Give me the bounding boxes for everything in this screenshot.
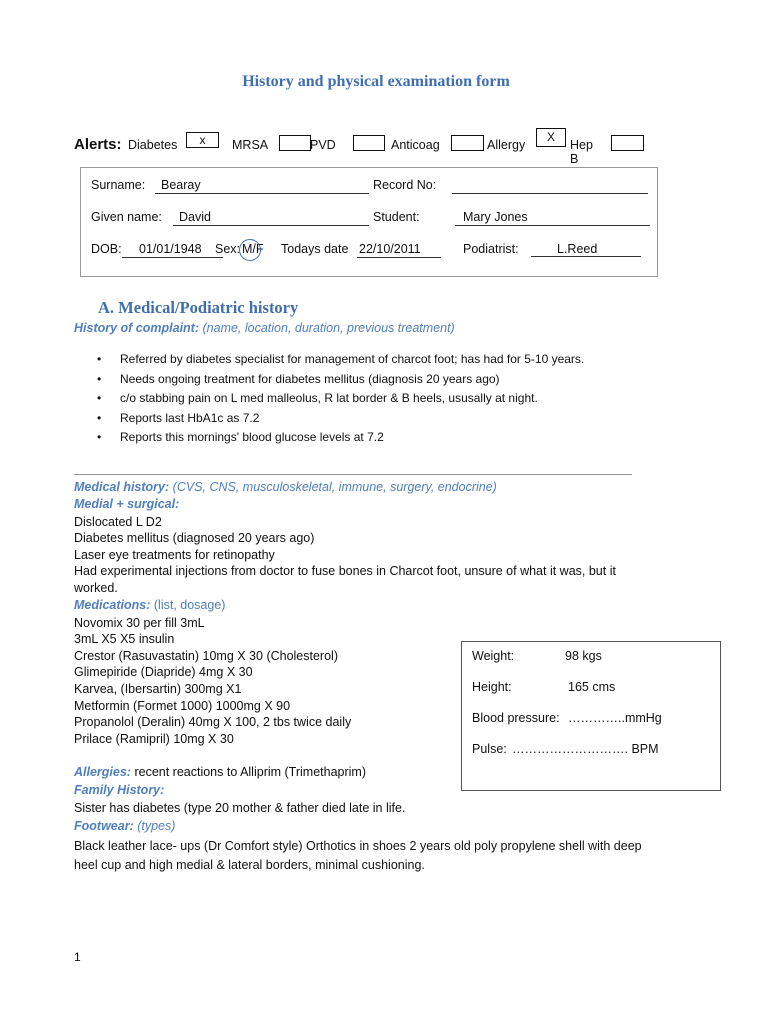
podiatrist-field[interactable]: L.Reed (531, 242, 641, 257)
medical-history-heading (74, 480, 616, 497)
alert-mrsa-checkbox[interactable] (279, 135, 311, 151)
surname-field[interactable]: Bearay (155, 178, 369, 194)
footwear-label: Footwear: (74, 819, 134, 833)
sex-selection-circle (239, 239, 261, 261)
height-value[interactable]: 165 cms (568, 680, 616, 694)
footwear-line: heel cup and high medial & lateral borders, minimal cushioning. (74, 858, 425, 872)
medication-line: Crestor (Rasuvastatin) 10mg X 30 (Cholesterol) (74, 648, 338, 663)
todays-date-label: Todays date (281, 242, 349, 256)
given-name-field[interactable]: David (173, 210, 369, 226)
given-name-label: Given name: (91, 210, 162, 224)
blood-pressure-label: Blood pressure: (472, 711, 560, 725)
pulse-label: Pulse: (472, 742, 507, 756)
alert-allergy-checkbox[interactable]: X (536, 128, 566, 147)
weight-label: Weight: (472, 649, 515, 663)
podiatrist-label: Podiatrist: (463, 242, 519, 256)
medsurg-line: worked. (74, 580, 118, 595)
medsurg-line: Laser eye treatments for retinopathy (74, 547, 275, 562)
family-history-heading (74, 783, 642, 801)
alert-hepb-label: Hep B (570, 138, 593, 166)
pulse-value[interactable]: ………………………. BPM (512, 742, 659, 756)
footwear-heading (74, 819, 642, 839)
form-title: History and physical examination form (242, 73, 510, 90)
medications-label: Medications: (74, 597, 151, 612)
medications-heading (74, 598, 616, 616)
allergies-label: Allergies: (74, 765, 131, 779)
dob-label: DOB: (91, 242, 122, 256)
complaint-list (120, 352, 584, 450)
alert-anticoag-label: Anticoag (391, 138, 440, 152)
list-item: • Reports this mornings' blood glucose levels at 7.2 (120, 430, 584, 450)
list-item: • Referred by diabetes specialist for management of charcot foot; has had for 5-10 years. (120, 352, 584, 372)
alert-hepb-checkbox[interactable] (611, 135, 644, 151)
alert-mrsa-label: MRSA (232, 138, 269, 152)
record-no-field[interactable] (452, 178, 648, 194)
medication-line: Prilace (Ramipril) 10mg X 30 (74, 731, 234, 746)
allergies-text: recent reactions to Alliprim (Trimethaprim) (134, 765, 366, 779)
student-field[interactable]: Mary Jones (455, 210, 650, 226)
record-no-label: Record No: (373, 178, 437, 192)
alert-allergy-label: Allergy (487, 138, 526, 152)
list-item: • Reports last HbA1c as 7.2 (120, 411, 584, 431)
complaint-hint: (name, location, duration, previous treatment) (202, 321, 455, 335)
list-item: • c/o stabbing pain on L med malleolus, R lat border & B heels, ususally at night. (120, 391, 584, 411)
medsurg-line: Dislocated L D2 (74, 514, 162, 529)
sex-field[interactable]: M/F (242, 242, 264, 256)
section-a-heading: A. Medical/Podiatric history (98, 298, 299, 317)
alert-pvd-checkbox[interactable] (353, 135, 385, 151)
medsurg-label: Medial + surgical: (74, 496, 180, 511)
alert-diabetes-checkbox[interactable]: x (186, 132, 219, 148)
student-label: Student: (373, 210, 420, 224)
medsurg-heading (74, 497, 616, 515)
surname-label: Surname: (91, 178, 146, 192)
medication-line: 3mL X5 X5 insulin (74, 632, 175, 647)
alert-diabetes-label: Diabetes (128, 138, 178, 152)
medication-line: Propanolol (Deralin) 40mg X 100, 2 tbs twice daily (74, 715, 352, 730)
sex-label: Sex: (215, 242, 241, 256)
patient-details-box (80, 167, 658, 277)
medication-line: Novomix 30 per fill 3mL (74, 615, 205, 630)
alerts-label: Alerts: (74, 136, 122, 153)
alert-anticoag-checkbox[interactable] (451, 135, 484, 151)
medical-history-hint: (CVS, CNS, musculoskeletal, immune, surgery, endocrine) (172, 480, 497, 494)
dob-field[interactable]: 01/01/1948 (122, 242, 223, 258)
divider-line (74, 474, 632, 475)
allergies-family-block (74, 765, 642, 877)
footwear-hint: (types) (137, 819, 176, 833)
medication-line: Karvea, (Ibersartin) 300mg X1 (74, 681, 242, 696)
footwear-line: Black leather lace- ups (Dr Comfort style) Orthotics in shoes 2 years old poly propylene shell with deep (74, 839, 642, 853)
medical-history-label: Medical history: (74, 480, 170, 494)
complaint-label: History of complaint: (74, 321, 200, 335)
family-history-text: Sister has diabetes (type 20 mother & father died late in life. (74, 801, 406, 815)
medsurg-line: Had experimental injections from doctor to fuse bones in Charcot foot, unsure of what it was, but it (74, 564, 616, 579)
complaint-heading (74, 321, 455, 335)
blood-pressure-value[interactable]: …………..mmHg (568, 711, 662, 725)
list-item: • Needs ongoing treatment for diabetes mellitus (diagnosis 20 years ago) (120, 372, 584, 392)
medication-line: Glimepiride (Diapride) 4mg X 30 (74, 665, 253, 680)
medications-hint: (list, dosage) (153, 597, 226, 612)
height-label: Height: (472, 680, 512, 694)
page-number: 1 (74, 950, 81, 964)
family-history-label: Family History: (74, 783, 165, 797)
medication-line: Metformin (Formet 1000) 1000mg X 90 (74, 698, 291, 713)
weight-value[interactable]: 98 kgs (565, 649, 602, 663)
todays-date-field[interactable]: 22/10/2011 (357, 242, 441, 258)
medsurg-line: Diabetes mellitus (diagnosed 20 years ago) (74, 531, 315, 546)
alert-pvd-label: PVD (310, 138, 336, 152)
allergies-line (74, 765, 642, 783)
